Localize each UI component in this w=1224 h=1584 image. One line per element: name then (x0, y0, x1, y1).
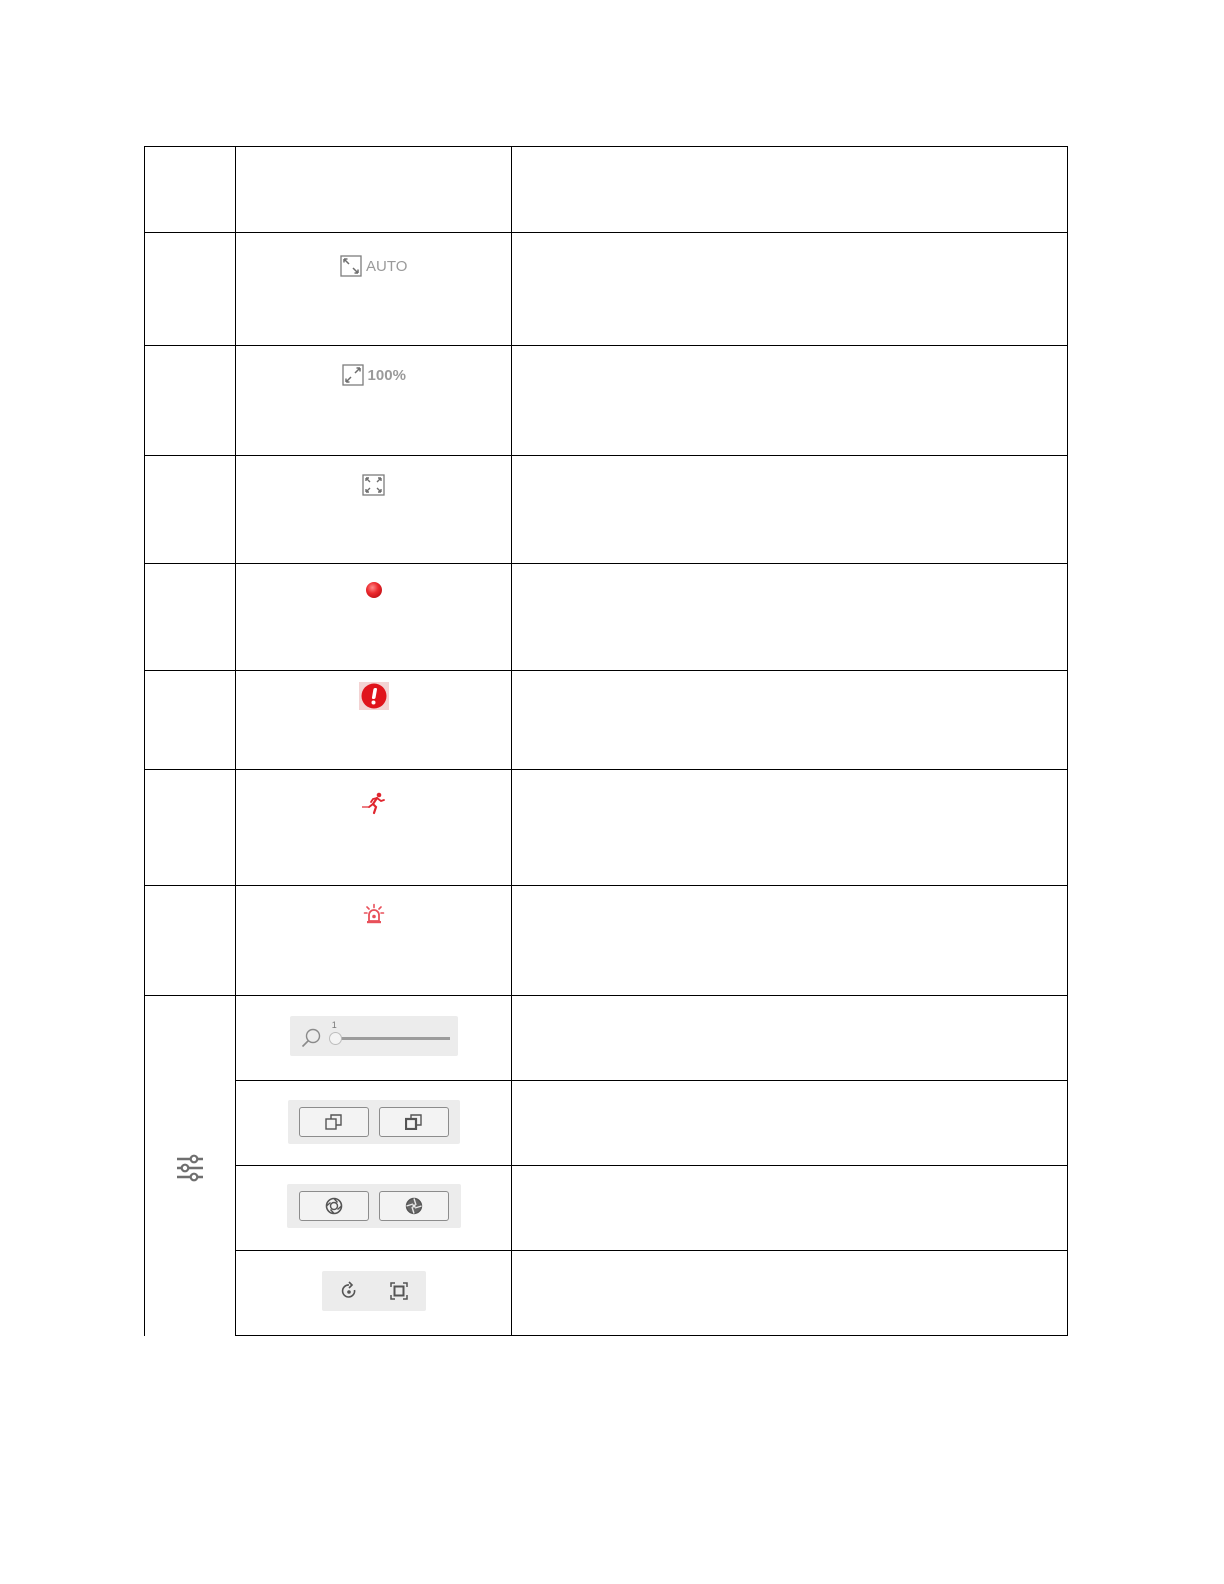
alarm-siren-icon (363, 903, 385, 925)
iris-close-button[interactable] (379, 1191, 449, 1221)
rotate-button[interactable] (340, 1281, 358, 1301)
aperture-control-bar (287, 1184, 461, 1228)
rotate-icon (340, 1281, 358, 1301)
icon-cell (236, 770, 512, 886)
table-row (145, 564, 1068, 671)
table-row (145, 996, 1068, 1081)
row-number-cell (145, 233, 236, 346)
icon-cell (236, 1081, 512, 1166)
zoom-control (290, 1016, 458, 1056)
restore-window-button[interactable] (379, 1107, 449, 1137)
icon-reference-table (144, 146, 1068, 1336)
zoom-value: 1 (331, 1020, 337, 1030)
view-control-bar (322, 1271, 426, 1311)
description-cell (512, 886, 1068, 996)
window-control-bar (288, 1100, 460, 1144)
description-cell (512, 770, 1068, 886)
row-number-cell (145, 671, 236, 770)
description-cell (512, 456, 1068, 564)
alert-indicator (359, 682, 389, 710)
fit-auto-label: AUTO (366, 257, 408, 275)
aperture-closed-icon (405, 1197, 423, 1215)
icon-cell (236, 147, 512, 233)
zoom-slider-handle[interactable] (329, 1032, 342, 1045)
fit-100-button[interactable] (342, 364, 406, 386)
row-number-cell (145, 456, 236, 564)
icon-cell (236, 671, 512, 770)
row-number-cell (145, 147, 236, 233)
table-row (145, 671, 1068, 770)
description-cell (512, 147, 1068, 233)
icon-cell (236, 346, 512, 456)
table-row (145, 1166, 1068, 1251)
fullscreen-icon (362, 474, 385, 496)
pop-out-window-button[interactable] (299, 1107, 369, 1137)
description-cell (512, 1166, 1068, 1251)
zoom-slider-track[interactable] (334, 1037, 450, 1040)
alarm-indicator (363, 903, 385, 925)
controls-group-cell (145, 996, 236, 1336)
description-cell (512, 564, 1068, 671)
fit-auto-icon (340, 255, 362, 277)
table-row (145, 346, 1068, 456)
description-cell (512, 233, 1068, 346)
fit-100-label: 100% (367, 366, 406, 384)
icon-cell (236, 456, 512, 564)
restore-window-icon (405, 1114, 423, 1130)
row-number-cell (145, 564, 236, 671)
record-dot-icon (365, 581, 383, 599)
alert-exclamation-icon (359, 682, 389, 710)
description-cell (512, 671, 1068, 770)
pop-out-window-icon (325, 1114, 343, 1130)
table-row (145, 147, 1068, 233)
description-cell (512, 996, 1068, 1081)
aperture-open-icon (325, 1197, 343, 1215)
row-number-cell (145, 886, 236, 996)
table-row (145, 456, 1068, 564)
icon-cell (236, 996, 512, 1081)
fit-auto-button[interactable] (340, 255, 407, 277)
icon-cell (236, 886, 512, 996)
table-row (145, 233, 1068, 346)
fit-frame-icon (390, 1282, 408, 1300)
fullscreen-button[interactable] (362, 474, 385, 496)
search-icon[interactable] (300, 1027, 322, 1049)
icon-cell (236, 233, 512, 346)
icon-cell (236, 564, 512, 671)
description-cell (512, 346, 1068, 456)
table-row (145, 770, 1068, 886)
fit-frame-button[interactable] (390, 1282, 408, 1300)
motion-running-man-icon (361, 792, 387, 816)
description-cell (512, 1251, 1068, 1336)
icon-cell (236, 1166, 512, 1251)
row-number-cell (145, 346, 236, 456)
motion-indicator (361, 792, 387, 816)
table-row (145, 886, 1068, 996)
table-row (145, 1081, 1068, 1166)
iris-open-button[interactable] (299, 1191, 369, 1221)
fit-100-icon (342, 364, 364, 386)
record-indicator (365, 581, 383, 599)
sliders-icon (175, 1154, 205, 1187)
table-row (145, 1251, 1068, 1336)
row-number-cell (145, 770, 236, 886)
description-cell (512, 1081, 1068, 1166)
icon-cell (236, 1251, 512, 1336)
